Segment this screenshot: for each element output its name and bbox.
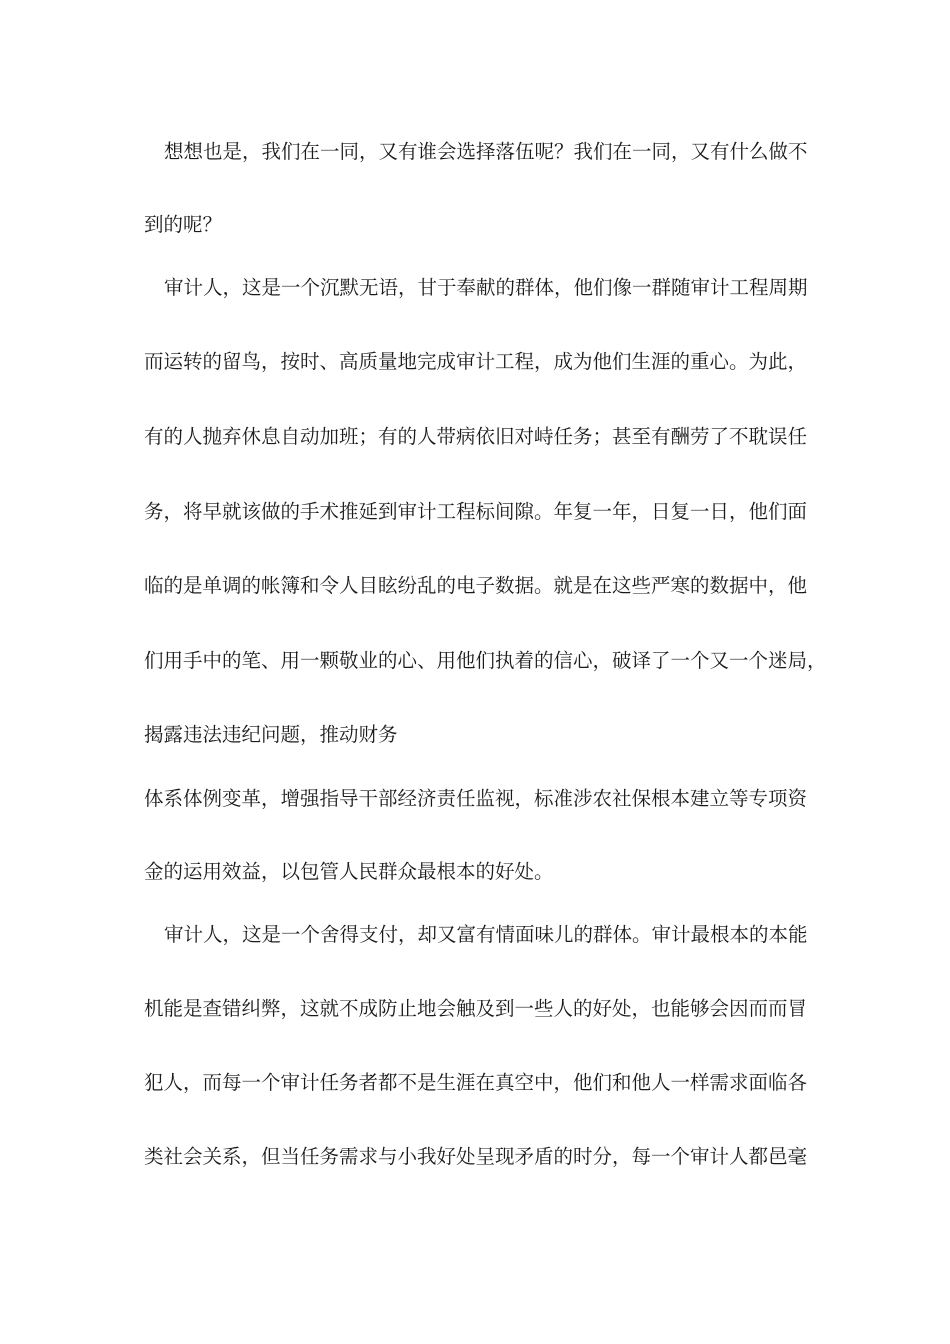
paragraph-3-line-4: 类社会关系，但当任务需求与小我好处呈现矛盾的时分，每一个审计人都邑毫 [144, 1145, 808, 1168]
paragraph-2-line-9: 金的运用效益，以包管人民群众最根本的好处。 [144, 860, 554, 883]
paragraph-2-line-8: 体系体例变革，增强指导干部经济责任监视，标准涉农社保根本建立等专项资 [144, 787, 808, 810]
paragraph-2-line-5: 临的是单调的帐簿和令人目眩纷乱的电子数据。就是在这些严寒的数据中，他 [144, 574, 808, 597]
paragraph-2-line-3: 有的人抛弃休息自动加班；有的人带病依旧对峙任务；甚至有酬劳了不耽误任 [144, 425, 808, 448]
paragraph-3-line-2: 机能是查错纠弊，这就不成防止地会触及到一些人的好处，也能够会因而而冒 [144, 997, 808, 1020]
paragraph-2-line-6: 们用手中的笔、用一颗敬业的心、用他们执着的信心，破译了一个又一个迷局， [144, 649, 827, 672]
paragraph-1-line-2: 到的呢？ [144, 213, 223, 236]
paragraph-1-line-1: 想想也是，我们在一同，又有谁会选择落伍呢？我们在一同，又有什么做不 [164, 140, 808, 163]
paragraph-2-line-7: 揭露违法违纪问题，推动财务 [144, 723, 398, 746]
paragraph-2-line-4: 务，将早就该做的手术推延到审计工程标间隙。年复一年，日复一日，他们面 [144, 500, 808, 523]
paragraph-2-line-2: 而运转的留鸟，按时、高质量地完成审计工程，成为他们生涯的重心。为此， [144, 350, 808, 373]
paragraph-2-line-1: 审计人，这是一个沉默无语，甘于奉献的群体，他们像一群随审计工程周期 [164, 276, 808, 299]
paragraph-3-line-3: 犯人，而每一个审计任务者都不是生涯在真空中，他们和他人一样需求面临各 [144, 1071, 808, 1094]
paragraph-3-line-1: 审计人，这是一个舍得支付，却又富有情面味儿的群体。审计最根本的本能 [164, 923, 808, 946]
